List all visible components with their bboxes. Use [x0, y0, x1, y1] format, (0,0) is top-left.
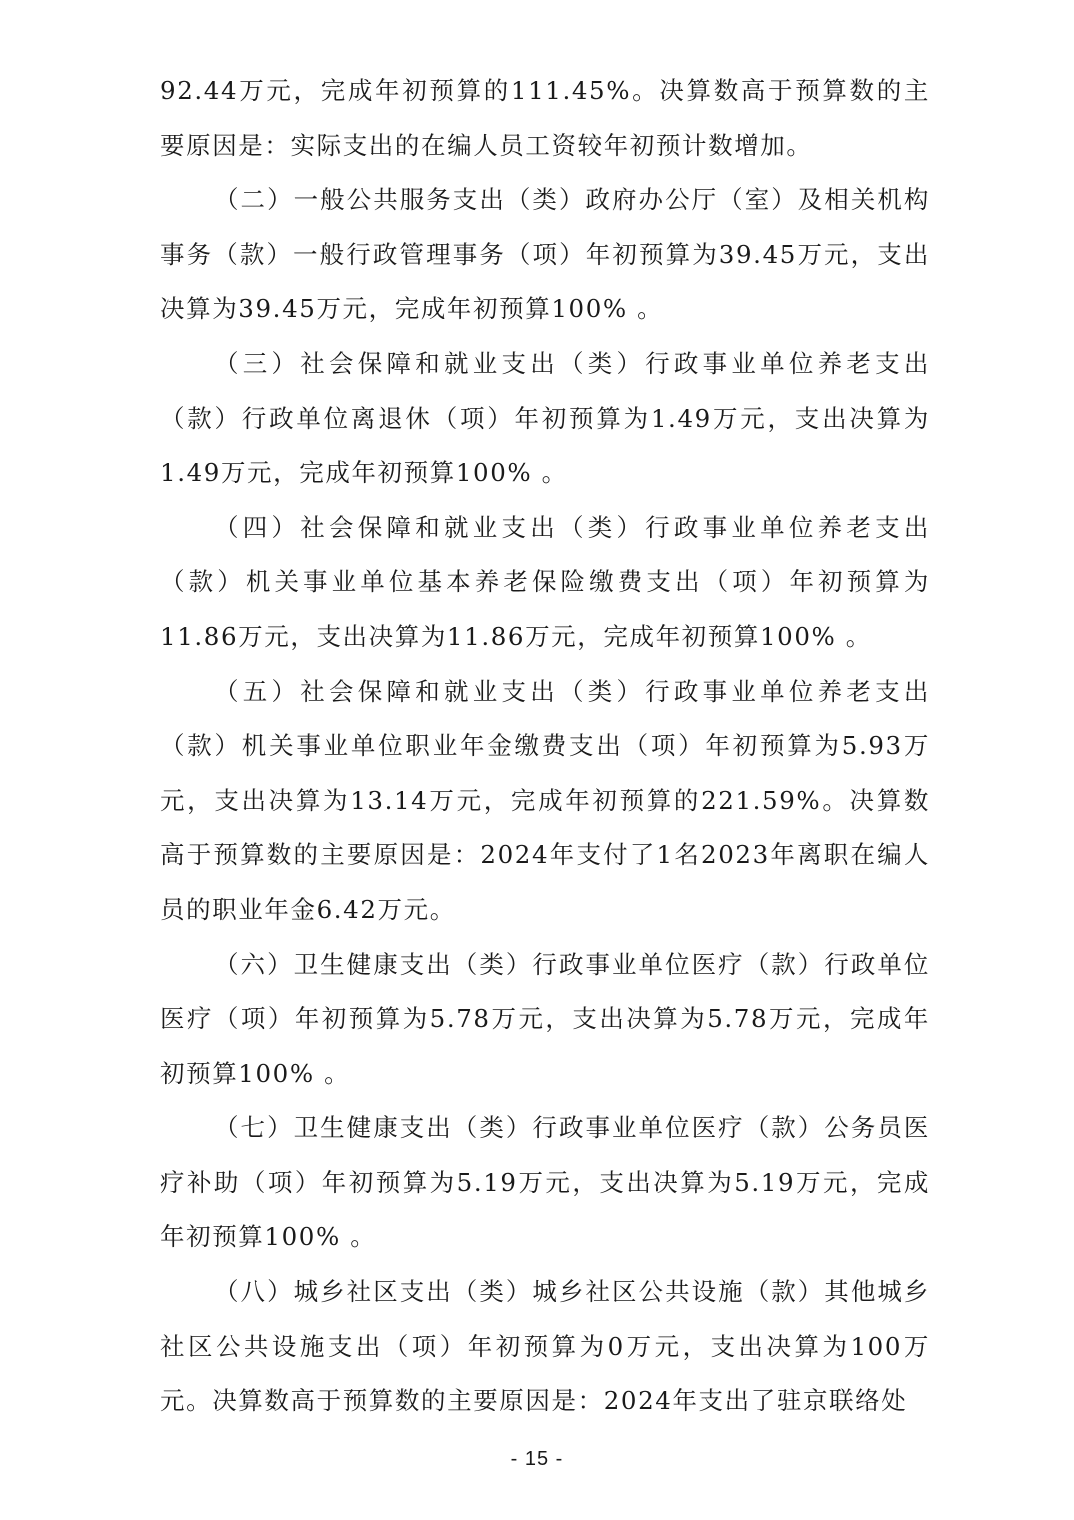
paragraph-item-7: （七）卫生健康支出（类）行政事业单位医疗（款）公务员医疗补助（项）年初预算为5.19万元，支出决算为5.19万元，完成年初预算100% 。 [160, 1113, 930, 1252]
page-number: - 15 - [510, 1448, 564, 1470]
paragraph-item-8: （八）城乡社区支出（类）城乡社区公共设施（款）其他城乡社区公共设施支出（项）年初预算为0万元，支出决算为100万元。决算数高于预算数的主要原因是：2024年支出了驻京联络处 [160, 1277, 930, 1416]
paragraph-item-6: （六）卫生健康支出（类）行政事业单位医疗（款）行政单位医疗（项）年初预算为5.78万元，支出决算为5.78万元，完成年初预算100% 。 [160, 949, 930, 1088]
paragraph-continuation: 92.44万元，完成年初预算的111.45%。决算数高于预算数的主要原因是：实际支出的在编人员工资较年初预计数增加。 [160, 76, 930, 160]
body-text [160, 64, 930, 1429]
paragraph-item-5: （五）社会保障和就业支出（类）行政事业单位养老支出（款）机关事业单位职业年金缴费支出（项）年初预算为5.93万元，支出决算为13.14万元，完成年初预算的221.59%。决算数高于预算数的主要原因是：2024年支付了1名2023年离职在编人员的职业年金6.42万元。 [160, 676, 930, 924]
paragraph-item-4: （四）社会保障和就业支出（类）行政事业单位养老支出（款）机关事业单位基本养老保险缴费支出（项）年初预算为11.86万元，支出决算为11.86万元，完成年初预算100% 。 [160, 512, 930, 651]
paragraph-item-2: （二）一般公共服务支出（类）政府办公厅（室）及相关机构事务（款）一般行政管理事务（项）年初预算为39.45万元，支出决算为39.45万元，完成年初预算100% 。 [160, 185, 930, 324]
paragraph-item-3: （三）社会保障和就业支出（类）行政事业单位养老支出（款）行政单位离退休（项）年初预算为1.49万元，支出决算为1.49万元，完成年初预算100% 。 [160, 348, 930, 488]
